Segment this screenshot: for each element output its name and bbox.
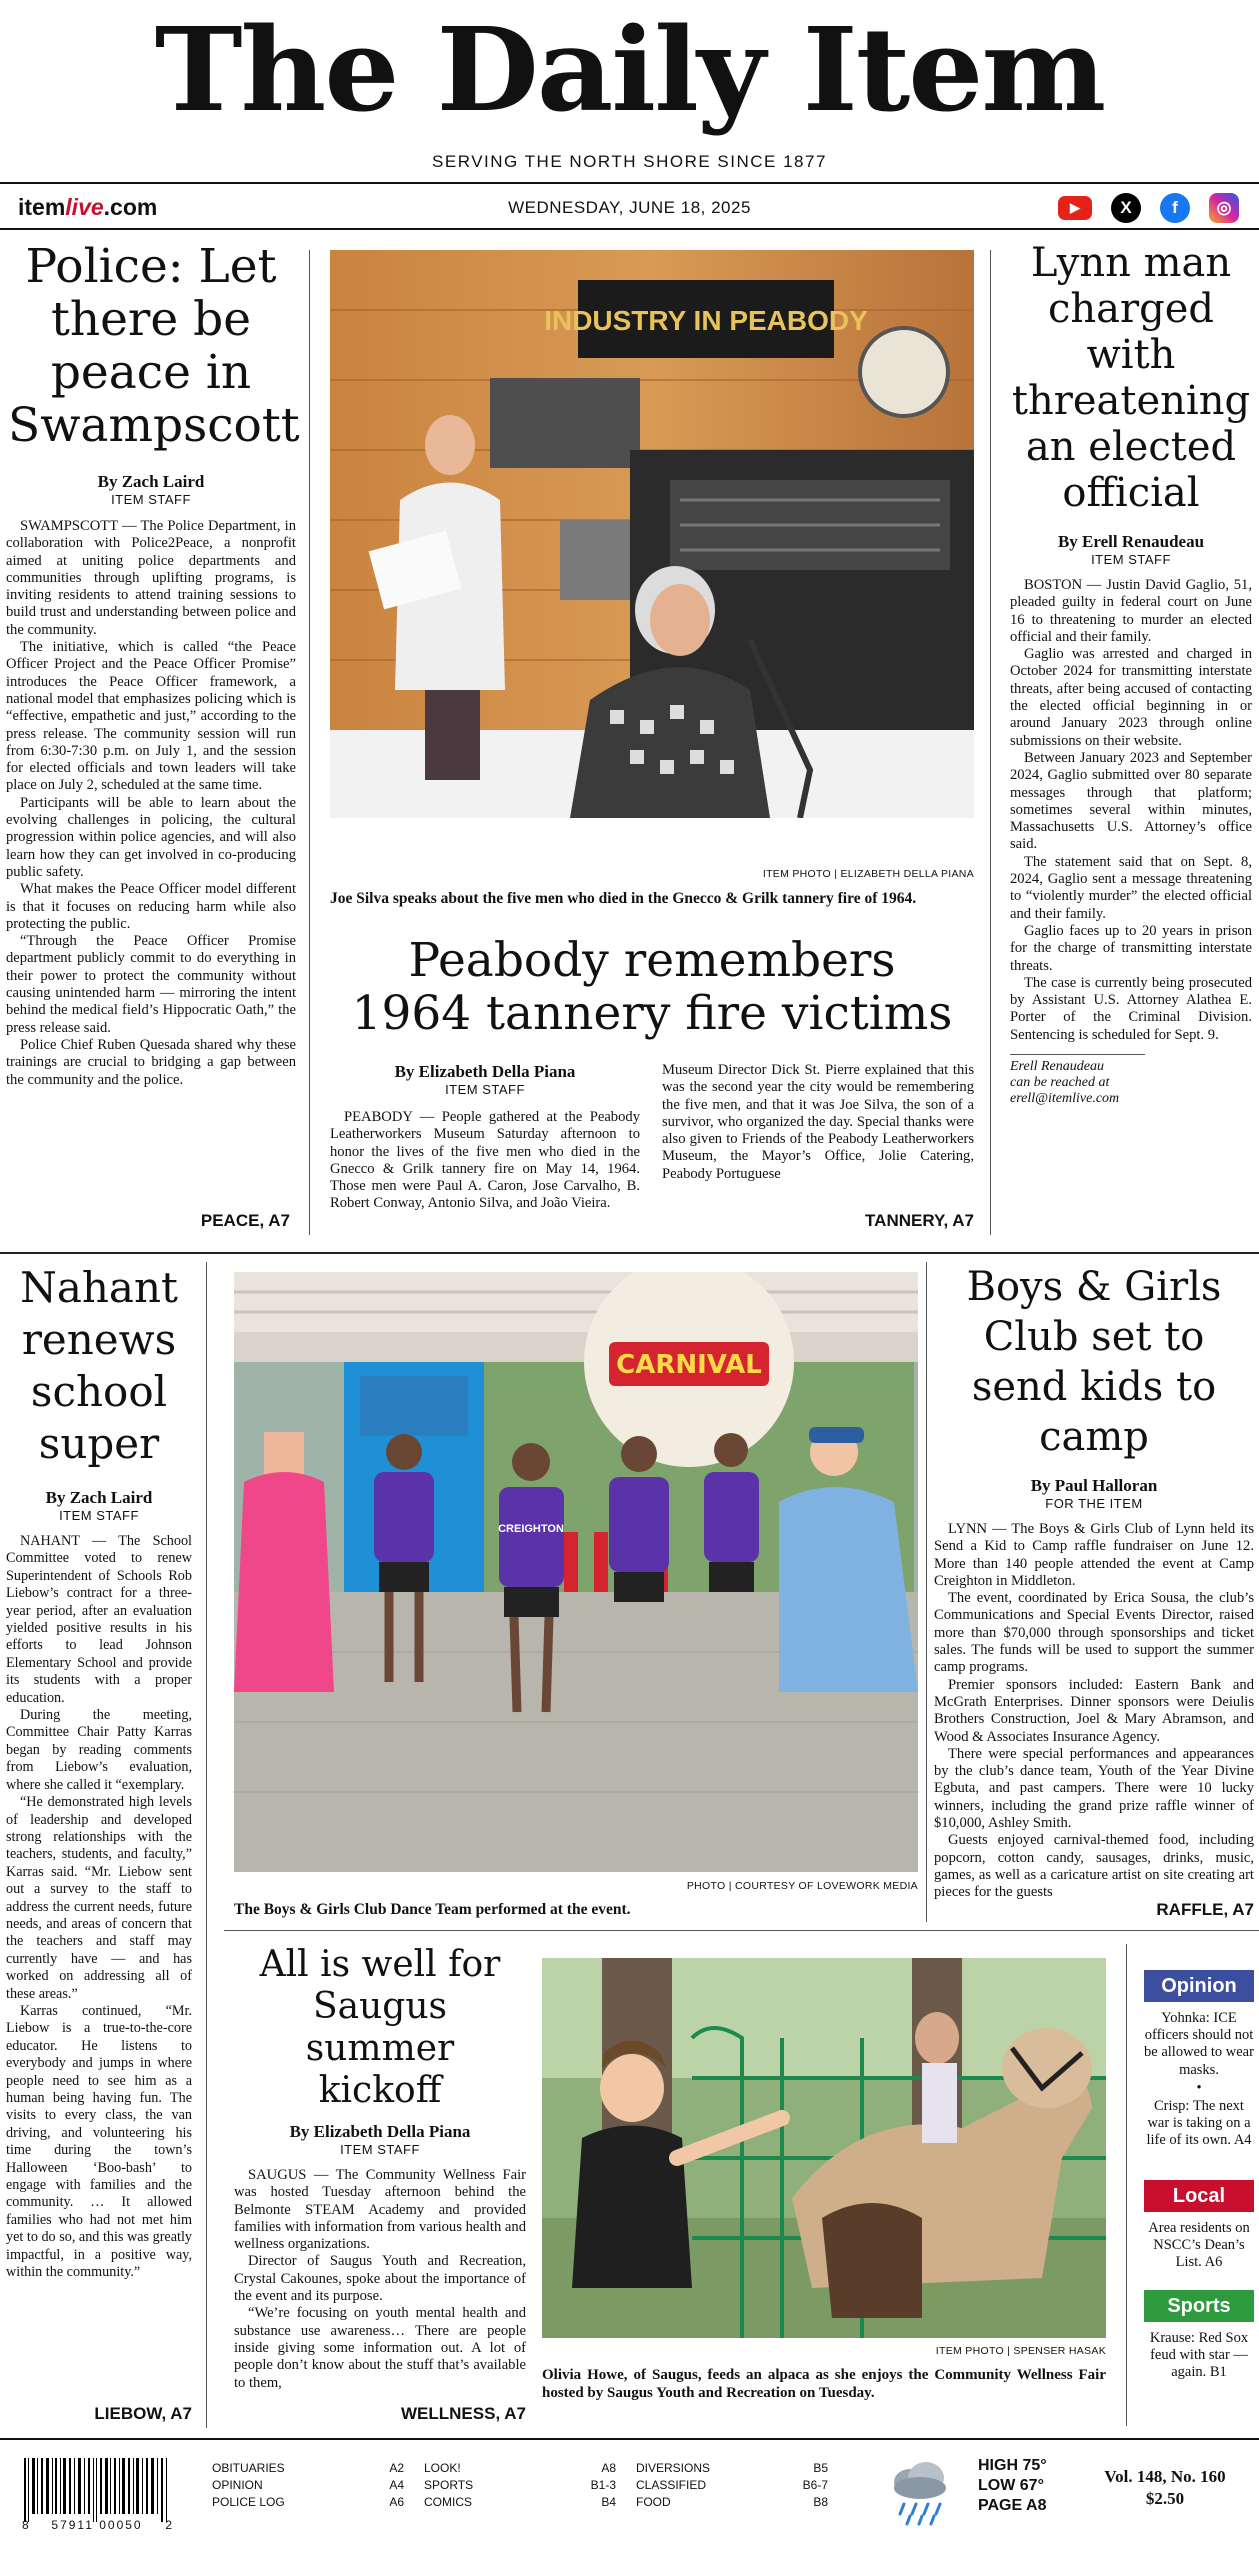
opinion-teaser-1[interactable]: Yohnka: ICE officers should not be allowed to wear masks. bbox=[1144, 2010, 1254, 2078]
footer bbox=[0, 2438, 1259, 2560]
x-icon[interactable]: X bbox=[1111, 193, 1141, 223]
byline: By Elizabeth Della Piana bbox=[394, 1062, 576, 1081]
index-row[interactable] bbox=[212, 2460, 404, 2477]
paragraph: Director of Saugus Youth and Recreation, Crystal Cakounes, spoke about the importance of the event and its purpose. bbox=[234, 2253, 526, 2305]
index-column-2 bbox=[424, 2460, 616, 2511]
photo-caption: The Boys & Girls Club Dance Team performed at the event. bbox=[234, 1901, 631, 1918]
article-body bbox=[1010, 577, 1252, 1044]
paragraph: “Through the Peace Officer Promise department publicly commit to do everything in their power to protect the community without causing unintended harm — mirroring the intent behind the medical field’s Hippocratic Oath,” the press release said. bbox=[6, 933, 296, 1036]
dance-team-photo bbox=[234, 1272, 918, 1872]
contact-line: can be reached at bbox=[1010, 1075, 1110, 1091]
column-rule bbox=[309, 250, 310, 1235]
volume-number: Vol. 148, No. 160 bbox=[1104, 2467, 1226, 2486]
index-row[interactable] bbox=[636, 2477, 828, 2494]
paragraph: Premier sponsors included: Eastern Bank and McGrath Enterprises. Dinner sponsors were Deiulis Brothers Construction, Joel & Mary Abramson, and Wood & Associates Insurance Agency. bbox=[934, 1676, 1254, 1745]
paragraph: The initiative, which is called “the Peace Officer Project and the Peace Officer Promise” introduces the Peace Officer framework, a national model that emphasizes policing which is “effective, empathetic and just,” according to the press release. The community session will run from 6:30-7:30 p.m. on July 1, and the session for elected officials and town leaders will take place on July 2, scheduled at the same time. bbox=[6, 639, 296, 794]
headline bbox=[330, 934, 974, 1040]
staff-label: ITEM STAFF bbox=[445, 1082, 525, 1097]
index-label: SPORTS bbox=[424, 2478, 474, 2492]
story-saugus bbox=[234, 1944, 526, 2392]
price: $2.50 bbox=[1145, 2489, 1185, 2508]
article-body bbox=[6, 1533, 192, 2281]
paragraph: What makes the Peace Officer model different is that it focuses on reducing harm while also protecting the public. bbox=[6, 881, 296, 932]
barcode bbox=[22, 2458, 172, 2538]
contact-email[interactable]: erell@itemlive.com bbox=[1010, 1091, 1120, 1107]
index-page: A2 bbox=[389, 2461, 404, 2475]
shirt-text: CREIGHTON bbox=[498, 1523, 564, 1535]
paragraph: Between January 2023 and September 2024, Gaglio submitted over 80 separate messages through that platform; sometimes several within minutes, Massachusetts U.S. Attorney’s office said. bbox=[1010, 749, 1252, 853]
author-contact-rule bbox=[1010, 1054, 1145, 1055]
bullet: • bbox=[1196, 2080, 1202, 2096]
index-page: B8 bbox=[813, 2495, 828, 2509]
masthead bbox=[0, 0, 1259, 180]
article-body bbox=[662, 1062, 974, 1183]
article-body bbox=[6, 518, 296, 1089]
barcode-digits: 57911 00050 bbox=[51, 2518, 143, 2532]
facebook-icon[interactable]: f bbox=[1160, 193, 1190, 223]
instagram-icon[interactable]: ◎ bbox=[1209, 193, 1239, 223]
byline: By Elizabeth Della Piana bbox=[289, 2122, 471, 2141]
weather-page-ref[interactable]: PAGE A8 bbox=[978, 2497, 1047, 2514]
story-camp bbox=[934, 1262, 1254, 1902]
paragraph: Police Chief Ruben Quesada shared why these trainings are crucial to bridging a gap between the community and the police. bbox=[6, 1036, 296, 1088]
index-label: OPINION bbox=[212, 2478, 263, 2492]
index-row[interactable] bbox=[636, 2494, 828, 2511]
staff-label: ITEM STAFF bbox=[111, 492, 191, 507]
tannery-col1 bbox=[330, 1062, 640, 1213]
barcode-graphic bbox=[22, 2458, 172, 2522]
barcode-left-digit: 8 bbox=[22, 2518, 29, 2532]
jump-link[interactable]: WELLNESS, A7 bbox=[401, 2404, 526, 2423]
story-tannery bbox=[330, 934, 974, 1040]
headline-line2: 1964 tannery fire victims bbox=[351, 986, 953, 1041]
paragraph: Gaglio faces up to 20 years in prison for the charge of transmitting interstate threats. bbox=[1010, 922, 1252, 974]
author-contact bbox=[1010, 1059, 1252, 1107]
jump-link[interactable]: LIEBOW, A7 bbox=[94, 2404, 192, 2423]
issue-info bbox=[1090, 2466, 1240, 2510]
local-teaser[interactable]: Area residents on NSCC’s Dean’s List. A6 bbox=[1148, 2220, 1250, 2271]
paragraph: PEABODY — People gathered at the Peabody Leatherworkers Museum Saturday afternoon to honor the lives of the five men who died in the Gnecco & Grilk tannery fire on May 14, 1964. Those men were Paul A. Caron, Jose Carvalho, B. Robert Conway, Antonio Silva, and João Vieira. bbox=[330, 1109, 640, 1212]
barcode-right-digit: 2 bbox=[165, 2518, 172, 2532]
paragraph: Gaglio was arrested and charged in October 2024 for transmitting interstate threats, after being accused of contacting the elected official beginning in or around January 2023 through online submissions on their website. bbox=[1010, 646, 1252, 749]
story-nahant bbox=[6, 1262, 192, 2281]
paragraph: LYNN — The Boys & Girls Club of Lynn held its Send a Kid to Camp raffle fundraiser on June 12. More than 140 people attended the event at Camp Creighton in Middleton. bbox=[934, 1521, 1254, 1589]
index-row[interactable] bbox=[424, 2460, 616, 2477]
column-rule bbox=[206, 1262, 207, 2428]
column-rule bbox=[1126, 1944, 1127, 2426]
byline: By Zach Laird bbox=[97, 472, 205, 491]
newspaper-title: The Daily Item bbox=[154, 1, 1105, 138]
headline: All is well for Saugus summer kickoff bbox=[259, 1944, 501, 2111]
date-bar bbox=[0, 182, 1259, 230]
article-body bbox=[330, 1109, 640, 1213]
jump-link[interactable]: RAFFLE, A7 bbox=[1156, 1900, 1254, 1919]
index-page: B4 bbox=[601, 2495, 616, 2509]
byline: By Erell Renaudeau bbox=[1057, 532, 1205, 551]
contact-name: Erell Renaudeau bbox=[1010, 1059, 1104, 1075]
paragraph: There were special performances and appearances by the club’s dance team, Youth of the Year Divine Egbuta, and past campers. There were 10 lucky winners, including the grand prize raffle winner of $10,000, Ashley Smith. bbox=[934, 1745, 1254, 1832]
headline: Nahant renews school super bbox=[20, 1263, 178, 1468]
jump-link[interactable]: TANNERY, A7 bbox=[865, 1211, 974, 1230]
headline: Police: Let there be peace in Swampscott bbox=[8, 239, 300, 453]
index-column-3 bbox=[636, 2460, 828, 2511]
photo-sign-text: INDUSTRY IN PEABODY bbox=[544, 305, 868, 336]
index-row[interactable] bbox=[212, 2494, 404, 2511]
index-row[interactable] bbox=[212, 2477, 404, 2494]
alpaca-photo bbox=[542, 1958, 1106, 2338]
index-label: CLASSIFIED bbox=[636, 2478, 707, 2492]
staff-label: ITEM STAFF bbox=[340, 2142, 420, 2157]
paragraph: “He demonstrated high levels of leadership and developed strong relationships with the teachers, students, and faculty,” Karras said. “Mr. Liebow sent out a survey to the staff to address the current needs, future needs, and areas of concern that the teachers and staff may currently have — and has worked on addressing all of these areas.” bbox=[6, 1794, 192, 2002]
youtube-icon[interactable]: ▶ bbox=[1058, 196, 1092, 220]
sports-teaser[interactable]: Krause: Red Sox feud with star — again. B1 bbox=[1149, 2330, 1249, 2381]
index-label: OBITUARIES bbox=[212, 2461, 285, 2475]
article-body bbox=[234, 2167, 526, 2392]
headline: Boys & Girls Club set to send kids to camp bbox=[966, 1264, 1222, 1460]
photo-caption: Joe Silva speaks about the five men who died in the Gnecco & Grilk tannery fire of 1964. bbox=[330, 890, 917, 907]
section-rule bbox=[224, 1930, 1259, 1931]
staff-label: FOR THE ITEM bbox=[1045, 1496, 1143, 1511]
issue-date: WEDNESDAY, JUNE 18, 2025 bbox=[508, 198, 751, 217]
index-label: POLICE LOG bbox=[212, 2495, 285, 2509]
local-header[interactable]: Local bbox=[1144, 2180, 1254, 2212]
masthead-tagline: SERVING THE NORTH SHORE SINCE 1877 bbox=[432, 152, 827, 171]
opinion-header[interactable]: Opinion bbox=[1144, 1970, 1254, 2002]
byline: By Paul Halloran bbox=[1030, 1476, 1158, 1495]
paragraph: SAUGUS — The Community Wellness Fair was hosted Tuesday afternoon behind the Belmonte STEAM Academy and provided families with information from various health and wellness organizations. bbox=[234, 2167, 526, 2253]
index-label: DIVERSIONS bbox=[636, 2461, 711, 2475]
site-live: live bbox=[65, 194, 104, 220]
index-page: B5 bbox=[813, 2461, 828, 2475]
paragraph: During the meeting, Committee Chair Patty Karras began by reading comments from Liebow’s evaluation, where she called it “exemplary. bbox=[6, 1707, 192, 1793]
headline-line1: Peabody remembers bbox=[408, 933, 896, 988]
index-column-1 bbox=[212, 2460, 404, 2511]
paragraph: BOSTON — Justin David Gaglio, 51, pleaded guilty in federal court on June 16 to threatening to murder an elected official and their family. bbox=[1010, 577, 1252, 645]
rain-cloud-icon bbox=[888, 2458, 952, 2528]
paragraph: Karras continued, “Mr. Liebow is a true-to-the-core educator. He listens to everybody and jumps in where people need to see him as a human being having fun. The visits to every class, the van driving, and volunteering his time during the town’s Halloween ‘Boo-bash’ to engage with families and the community. … It allowed families who had not met him yet to do so, and this was greatly impactful, in a positive way, within the community.” bbox=[6, 2002, 192, 2281]
index-row[interactable] bbox=[424, 2477, 616, 2494]
photo-credit: PHOTO | COURTESY OF LOVEWORK MEDIA bbox=[686, 1880, 918, 1892]
index-row[interactable] bbox=[636, 2460, 828, 2477]
paragraph: NAHANT — The School Committee voted to renew Superintendent of Schools Rob Liebow’s contract for a three-year period, after an evaluation yielded positive results in his efforts to lead Johnson Elementary School and provide its students with a proper education. bbox=[6, 1533, 192, 1706]
index-label: FOOD bbox=[636, 2495, 671, 2509]
index-label: LOOK! bbox=[424, 2461, 461, 2475]
photo-credit: ITEM PHOTO | SPENSER HASAK bbox=[935, 2345, 1106, 2357]
tannery-photo bbox=[330, 250, 974, 818]
photo-sign-text: CARNIVAL bbox=[616, 1350, 762, 1380]
paragraph: “We’re focusing on youth mental health and substance use awareness… There are people inside giving some information out. A lot of people don’t know about the stuff that’s available to them, bbox=[234, 2305, 526, 2391]
paragraph: The statement said that on Sept. 8, 2024, Gaglio sent a message threatening to “violently murder” the elected official and their family. bbox=[1010, 853, 1252, 922]
column-rule bbox=[926, 1262, 927, 1922]
staff-label: ITEM STAFF bbox=[59, 1508, 139, 1523]
article-body bbox=[934, 1521, 1254, 1902]
paragraph: Museum Director Dick St. Pierre explained that this was the second year the city would be remembering the five men, and that it was Joe Silva, the son of a survivor, who organized the day. Special thanks were also given to Friends of the Peabody Leatherworkers Museum, the Mayor’s Office, Jolie Catering, Peabody Portuguese bbox=[662, 1062, 974, 1182]
jump-link[interactable]: PEACE, A7 bbox=[200, 1211, 290, 1230]
byline: By Zach Laird bbox=[45, 1488, 153, 1507]
high-temp: HIGH 75° bbox=[978, 2457, 1047, 2474]
index-page: A4 bbox=[389, 2478, 404, 2492]
index-page: A6 bbox=[389, 2495, 404, 2509]
section-rule bbox=[0, 1252, 1259, 1254]
sports-header[interactable]: Sports bbox=[1144, 2290, 1254, 2322]
index-page: B1-3 bbox=[590, 2478, 616, 2492]
paragraph: The case is currently being prosecuted by Assistant U.S. Attorney Alathea E. Porter of the Criminal Division. Sentencing is scheduled for Sept. 9. bbox=[1010, 974, 1252, 1043]
index-row[interactable] bbox=[424, 2494, 616, 2511]
paragraph: Participants will be able to learn about the evolving challenges in policing, the cultural progression within police agencies, and will also learn how they can get involved in co-producing public safety. bbox=[6, 794, 296, 880]
low-temp: LOW 67° bbox=[978, 2477, 1044, 2494]
photo-credit: ITEM PHOTO | ELIZABETH DELLA PIANA bbox=[762, 868, 974, 880]
opinion-teaser-2[interactable]: Crisp: The next war is taking on a life of its own. A4 bbox=[1146, 2098, 1252, 2149]
story-police bbox=[6, 239, 300, 1240]
index-label: COMICS bbox=[424, 2495, 472, 2509]
column-rule bbox=[990, 250, 991, 1235]
paragraph: SWAMPSCOTT — The Police Department, in collaboration with Police2Peace, a nonprofit aimed at uniting police departments and communities through uplifting programs, is inviting residents to attend training sessions to build trust and understanding between police and the community. bbox=[6, 518, 296, 638]
staff-label: ITEM STAFF bbox=[1091, 552, 1171, 567]
photo-caption: Olivia Howe, of Saugus, feeds an alpaca as she enjoys the Community Wellness Fair hosted by Saugus Youth and Recreation on Tuesday. bbox=[542, 2367, 1106, 2401]
tannery-col2 bbox=[662, 1062, 974, 1183]
story-lynn bbox=[1010, 240, 1252, 1107]
weather bbox=[978, 2456, 1058, 2516]
headline: Lynn man charged with threatening an elected official bbox=[1011, 240, 1251, 516]
site-prefix: item bbox=[18, 194, 66, 220]
site-suffix: .com bbox=[103, 194, 158, 220]
paragraph: Guests enjoyed carnival-themed food, including popcorn, cotton candy, sausages, drinks, music, games, as well as a caricature artist on site creating art pieces for the guests bbox=[934, 1832, 1254, 1901]
index-page: A8 bbox=[601, 2461, 616, 2475]
index-page: B6-7 bbox=[802, 2478, 828, 2492]
paragraph: The event, coordinated by Erica Sousa, the club’s Communications and Special Events Director, raised more than $70,000 through sponsorships and ticket sales. The funds will be used to support the summer camp programs. bbox=[934, 1590, 1254, 1676]
